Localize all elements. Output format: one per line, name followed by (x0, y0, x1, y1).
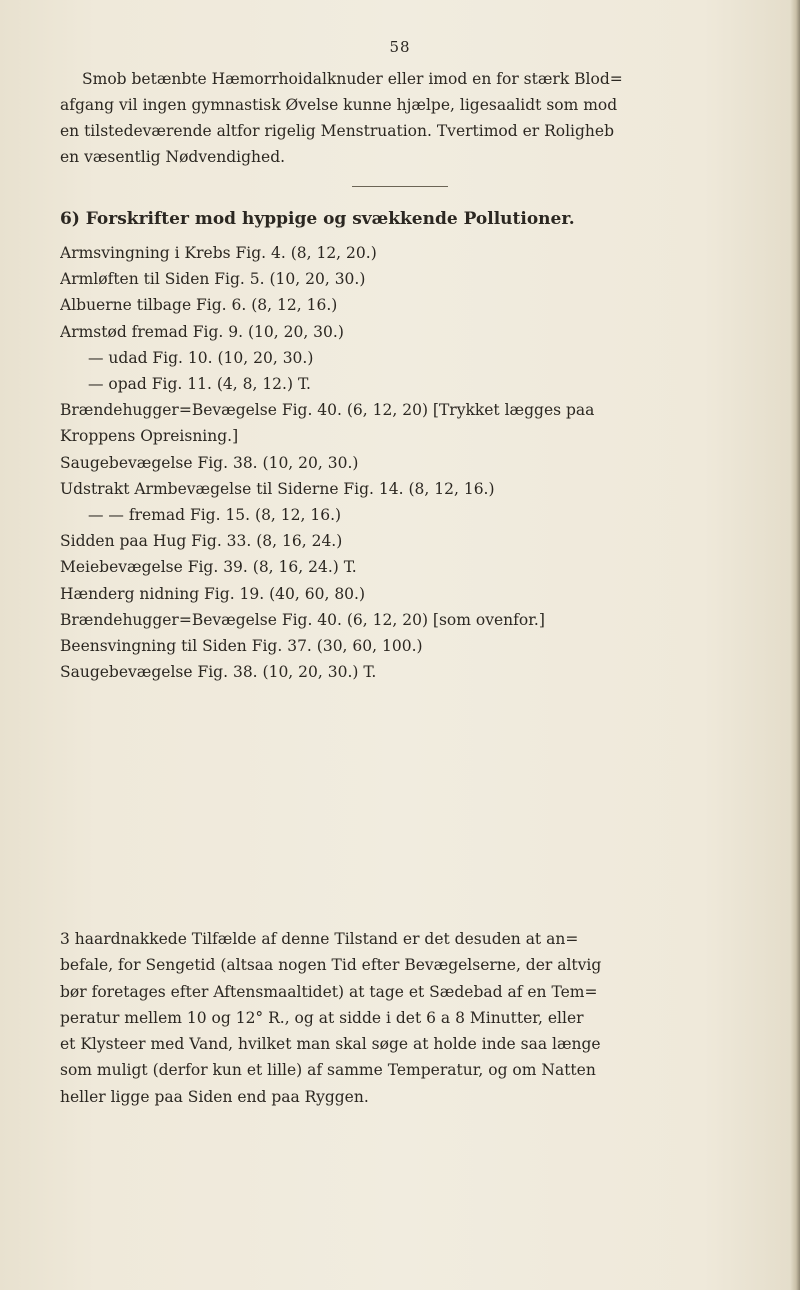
exercise-entry: Albuerne tilbage Fig. 6. (8, 12, 16.) (60, 296, 338, 315)
exercise-list (60, 240, 750, 685)
closing-line: 3 haardnakkede Tilfælde af denne Tilstand er det desuden at an= (60, 930, 579, 948)
exercise-entry: Armsvingning i Krebs Fig. 4. (8, 12, 20.) (60, 244, 377, 262)
closing-line: som muligt (derfor kun et lille) af samme Temperatur, og om Natten (60, 1061, 596, 1080)
page-edge-shadow (790, 0, 800, 1290)
intro-paragraph (60, 66, 750, 170)
section-heading: 6) Forskrifter mod hyppige og svækkende Pollutioner. (60, 209, 575, 229)
exercise-entry: Meiebevægelse Fig. 39. (8, 16, 24.) T. (60, 558, 357, 577)
closing-line: heller ligge paa Siden end paa Ryggen. (60, 1087, 369, 1106)
exercise-entry: — udad Fig. 10. (10, 20, 30.) (88, 348, 314, 367)
closing-paragraph (60, 926, 750, 1110)
intro-line: Smob betænbte Hæmorrhoidalknuder eller imod en for stærk Blod= (82, 70, 623, 88)
closing-line: befale, for Sengetid (altsaa nogen Tid efter Bevægelserne, der altvig (60, 956, 602, 975)
exercise-entry: Sidden paa Hug Fig. 33. (8, 16, 24.) (60, 532, 343, 551)
intro-line: en tilstedeværende altfor rigelig Menstruation. Tvertimod er Roligheb (60, 122, 615, 140)
section-divider (352, 186, 448, 187)
page-number: 58 (389, 38, 411, 56)
closing-line: peratur mellem 10 og 12° R., og at sidde i det 6 a 8 Minutter, eller (60, 1008, 584, 1027)
exercise-entry: Brændehugger=Bevægelse Fig. 40. (6, 12, 20) [Trykket lægges paa (60, 401, 595, 420)
intro-line: afgang vil ingen gymnastisk Øvelse kunne hjælpe, ligesaalidt som mod (60, 96, 618, 114)
exercise-entry: — opad Fig. 11. (4, 8, 12.) T. (88, 375, 311, 394)
exercise-entry: Beensvingning til Siden Fig. 37. (30, 60, 100.) (60, 637, 423, 656)
exercise-entry: Saugebevægelse Fig. 38. (10, 20, 30.) T. (60, 663, 377, 682)
exercise-entry: Hænderg nidning Fig. 19. (40, 60, 80.) (60, 584, 366, 603)
exercise-entry: Kroppens Opreisning.] (60, 427, 239, 446)
exercise-entry: Armstød fremad Fig. 9. (10, 20, 30.) (60, 322, 344, 341)
exercise-entry: Armløften til Siden Fig. 5. (10, 20, 30.) (60, 270, 366, 289)
closing-line: et Klysteer med Vand, hvilket man skal søge at holde inde saa længe (60, 1035, 601, 1054)
exercise-entry: Brændehugger=Bevægelse Fig. 40. (6, 12, 20) [som ovenfor.] (60, 610, 545, 629)
intro-line: en væsentlig Nødvendighed. (60, 148, 286, 166)
exercise-entry: — — fremad Fig. 15. (8, 12, 16.) (88, 506, 342, 525)
exercise-entry: Saugebevægelse Fig. 38. (10, 20, 30.) (60, 453, 359, 472)
exercise-entry: Udstrakt Armbevægelse til Siderne Fig. 14. (8, 12, 16.) (60, 479, 495, 498)
closing-line: bør foretages efter Aftensmaaltidet) at tage et Sædebad af en Tem= (60, 982, 598, 1001)
